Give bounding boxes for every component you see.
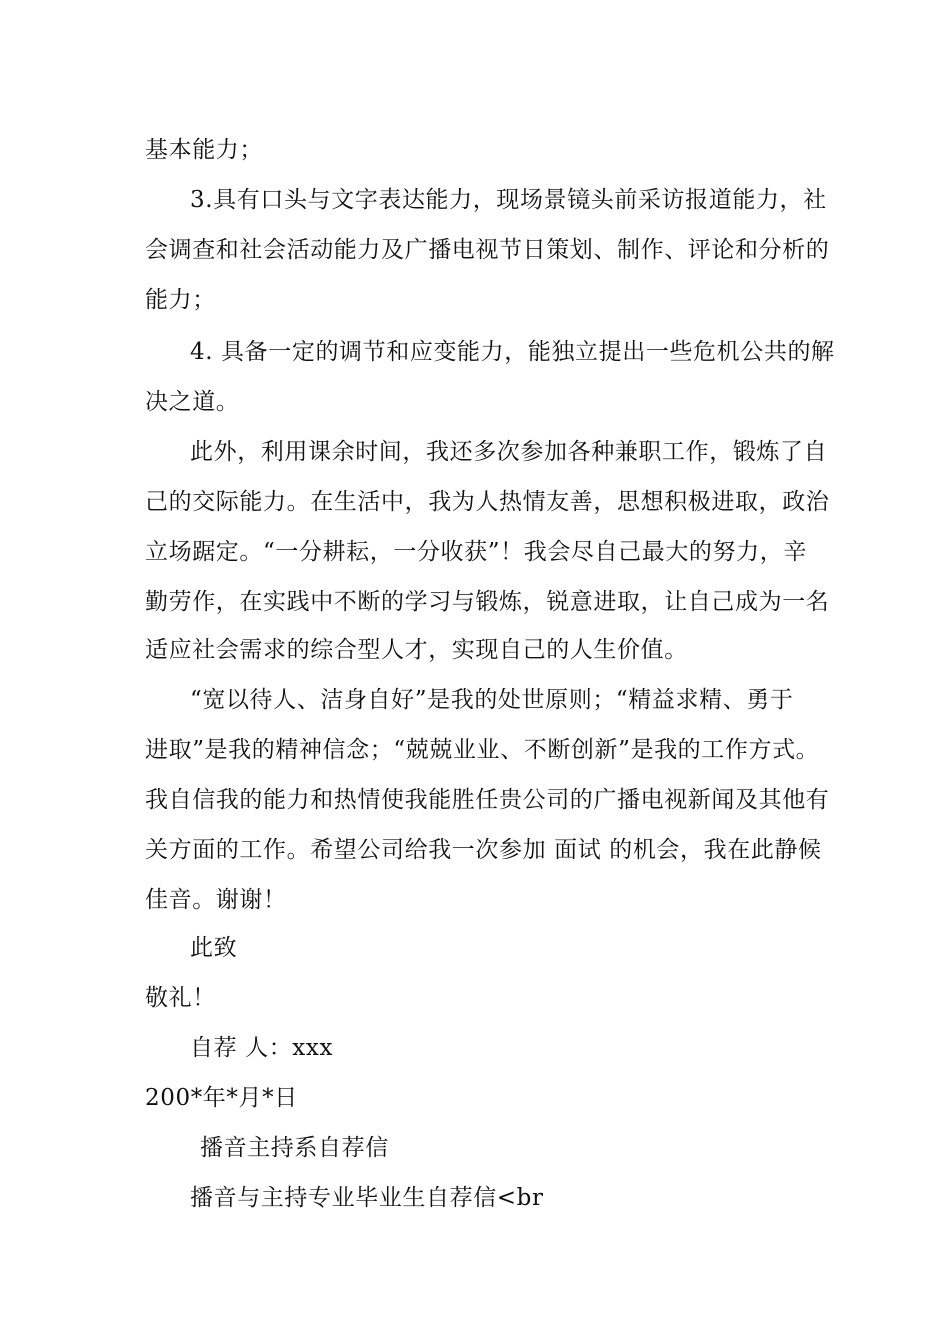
text-line-10: 勤劳作，在实践中不断的学习与锻炼，锐意进取，让自己成为一名	[145, 589, 830, 615]
text-line-6: 决之道。	[145, 389, 240, 415]
text-line-2: 3.具有口头与文字表达能力，现场景镜头前采访报道能力，社	[190, 187, 827, 213]
text-line-8: 己的交际能力。在生活中，我为人热情友善，思想积极进取，政治	[145, 489, 830, 515]
text-line-14: 我自信我的能力和热情使我能胜任贵公司的广播电视新闻及其他有	[145, 787, 830, 813]
signature-line: 自荐 人：xxx	[190, 1035, 334, 1061]
section-heading: 播音主持系自荐信	[200, 1135, 389, 1161]
text-line-3: 会调查和社会活动能力及广播电视节日策划、制作、评论和分析的	[145, 237, 830, 263]
text-line-1: 基本能力；	[145, 137, 263, 163]
text-line-5: 4. 具备一定的调节和应变能力，能独立提出一些危机公共的解	[190, 339, 835, 365]
text-line-4: 能力；	[145, 287, 216, 313]
text-line-9: 立场踞定。“一分耕耘，一分收获”！我会尽自己最大的努力，辛	[145, 539, 807, 565]
text-line-13: 进取”是我的精神信念；“兢兢业业、不断创新”是我的工作方式。	[145, 737, 820, 763]
text-line-16: 佳音。谢谢！	[145, 887, 287, 913]
text-line-11: 适应社会需求的综合型人才，实现自己的人生价值。	[145, 637, 688, 663]
text-line-7: 此外，利用课余时间，我还多次参加各种兼职工作，锻炼了自	[190, 439, 828, 465]
closing-regards: 敬礼！	[145, 985, 216, 1011]
text-line-12: “宽以待人、洁身自好”是我的处世原则；“精益求精、勇于	[190, 687, 794, 713]
subheading-line: 播音与主持专业毕业生自荐信<br	[190, 1185, 544, 1211]
text-line-15: 关方面的工作。希望公司给我一次参加 面试 的机会，我在此静候	[145, 837, 822, 863]
closing-salutation: 此致	[190, 935, 238, 961]
date-line: 200*年*月*日	[145, 1085, 298, 1111]
